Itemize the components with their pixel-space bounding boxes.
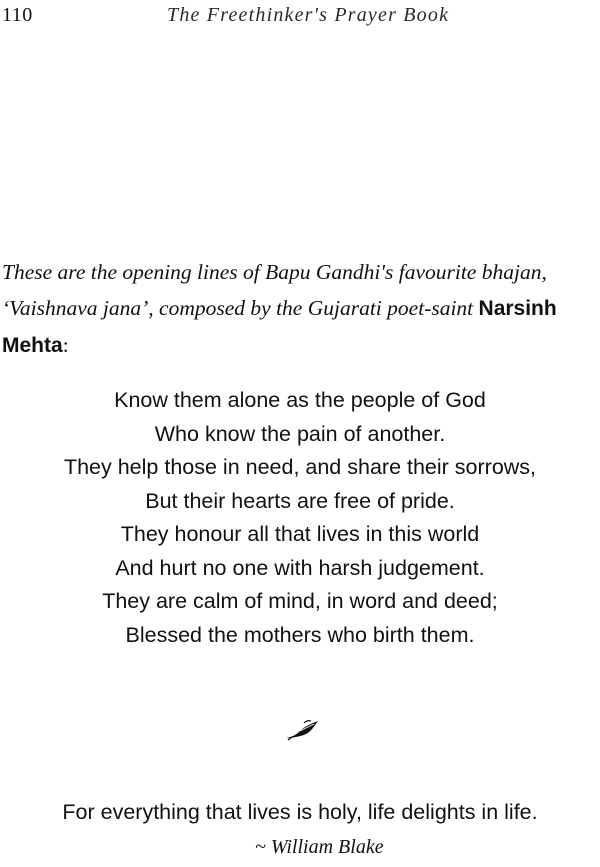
intro-text: These are the opening lines of Bapu Gandhi's favourite bhajan, ‘Vaishnava jana’, composed by the Gujarati poet-saint [2, 260, 547, 320]
quote-attribution: ~ William Blake [255, 836, 384, 858]
verse-line: And hurt no one with harsh judgement. [115, 555, 485, 580]
verse-line: Who know the pain of another. [154, 421, 446, 446]
verse-line: They honour all that lives in this world [120, 522, 480, 546]
verse-line: Blessed the mothers who birth them. [125, 622, 475, 647]
quote-text: For everything that lives is holy, life delights in life. [62, 800, 538, 824]
poet-name: Narsinh Mehta [2, 297, 557, 357]
running-title: The Freethinker's Prayer Book [167, 4, 450, 26]
intro-colon: : [62, 333, 69, 357]
verse-line: They help those in need, and share their sorrows, [63, 455, 537, 479]
verse-line: They are calm of mind, in word and deed; [102, 589, 498, 613]
intro-paragraph [2, 254, 598, 364]
verse-block [0, 384, 600, 652]
feather-icon [284, 719, 320, 741]
page-header [2, 4, 592, 34]
verse-line: Know them alone as the people of God [114, 388, 486, 412]
page-number: 110 [2, 4, 33, 26]
verse-line: But their hearts are free of pride. [145, 488, 455, 513]
